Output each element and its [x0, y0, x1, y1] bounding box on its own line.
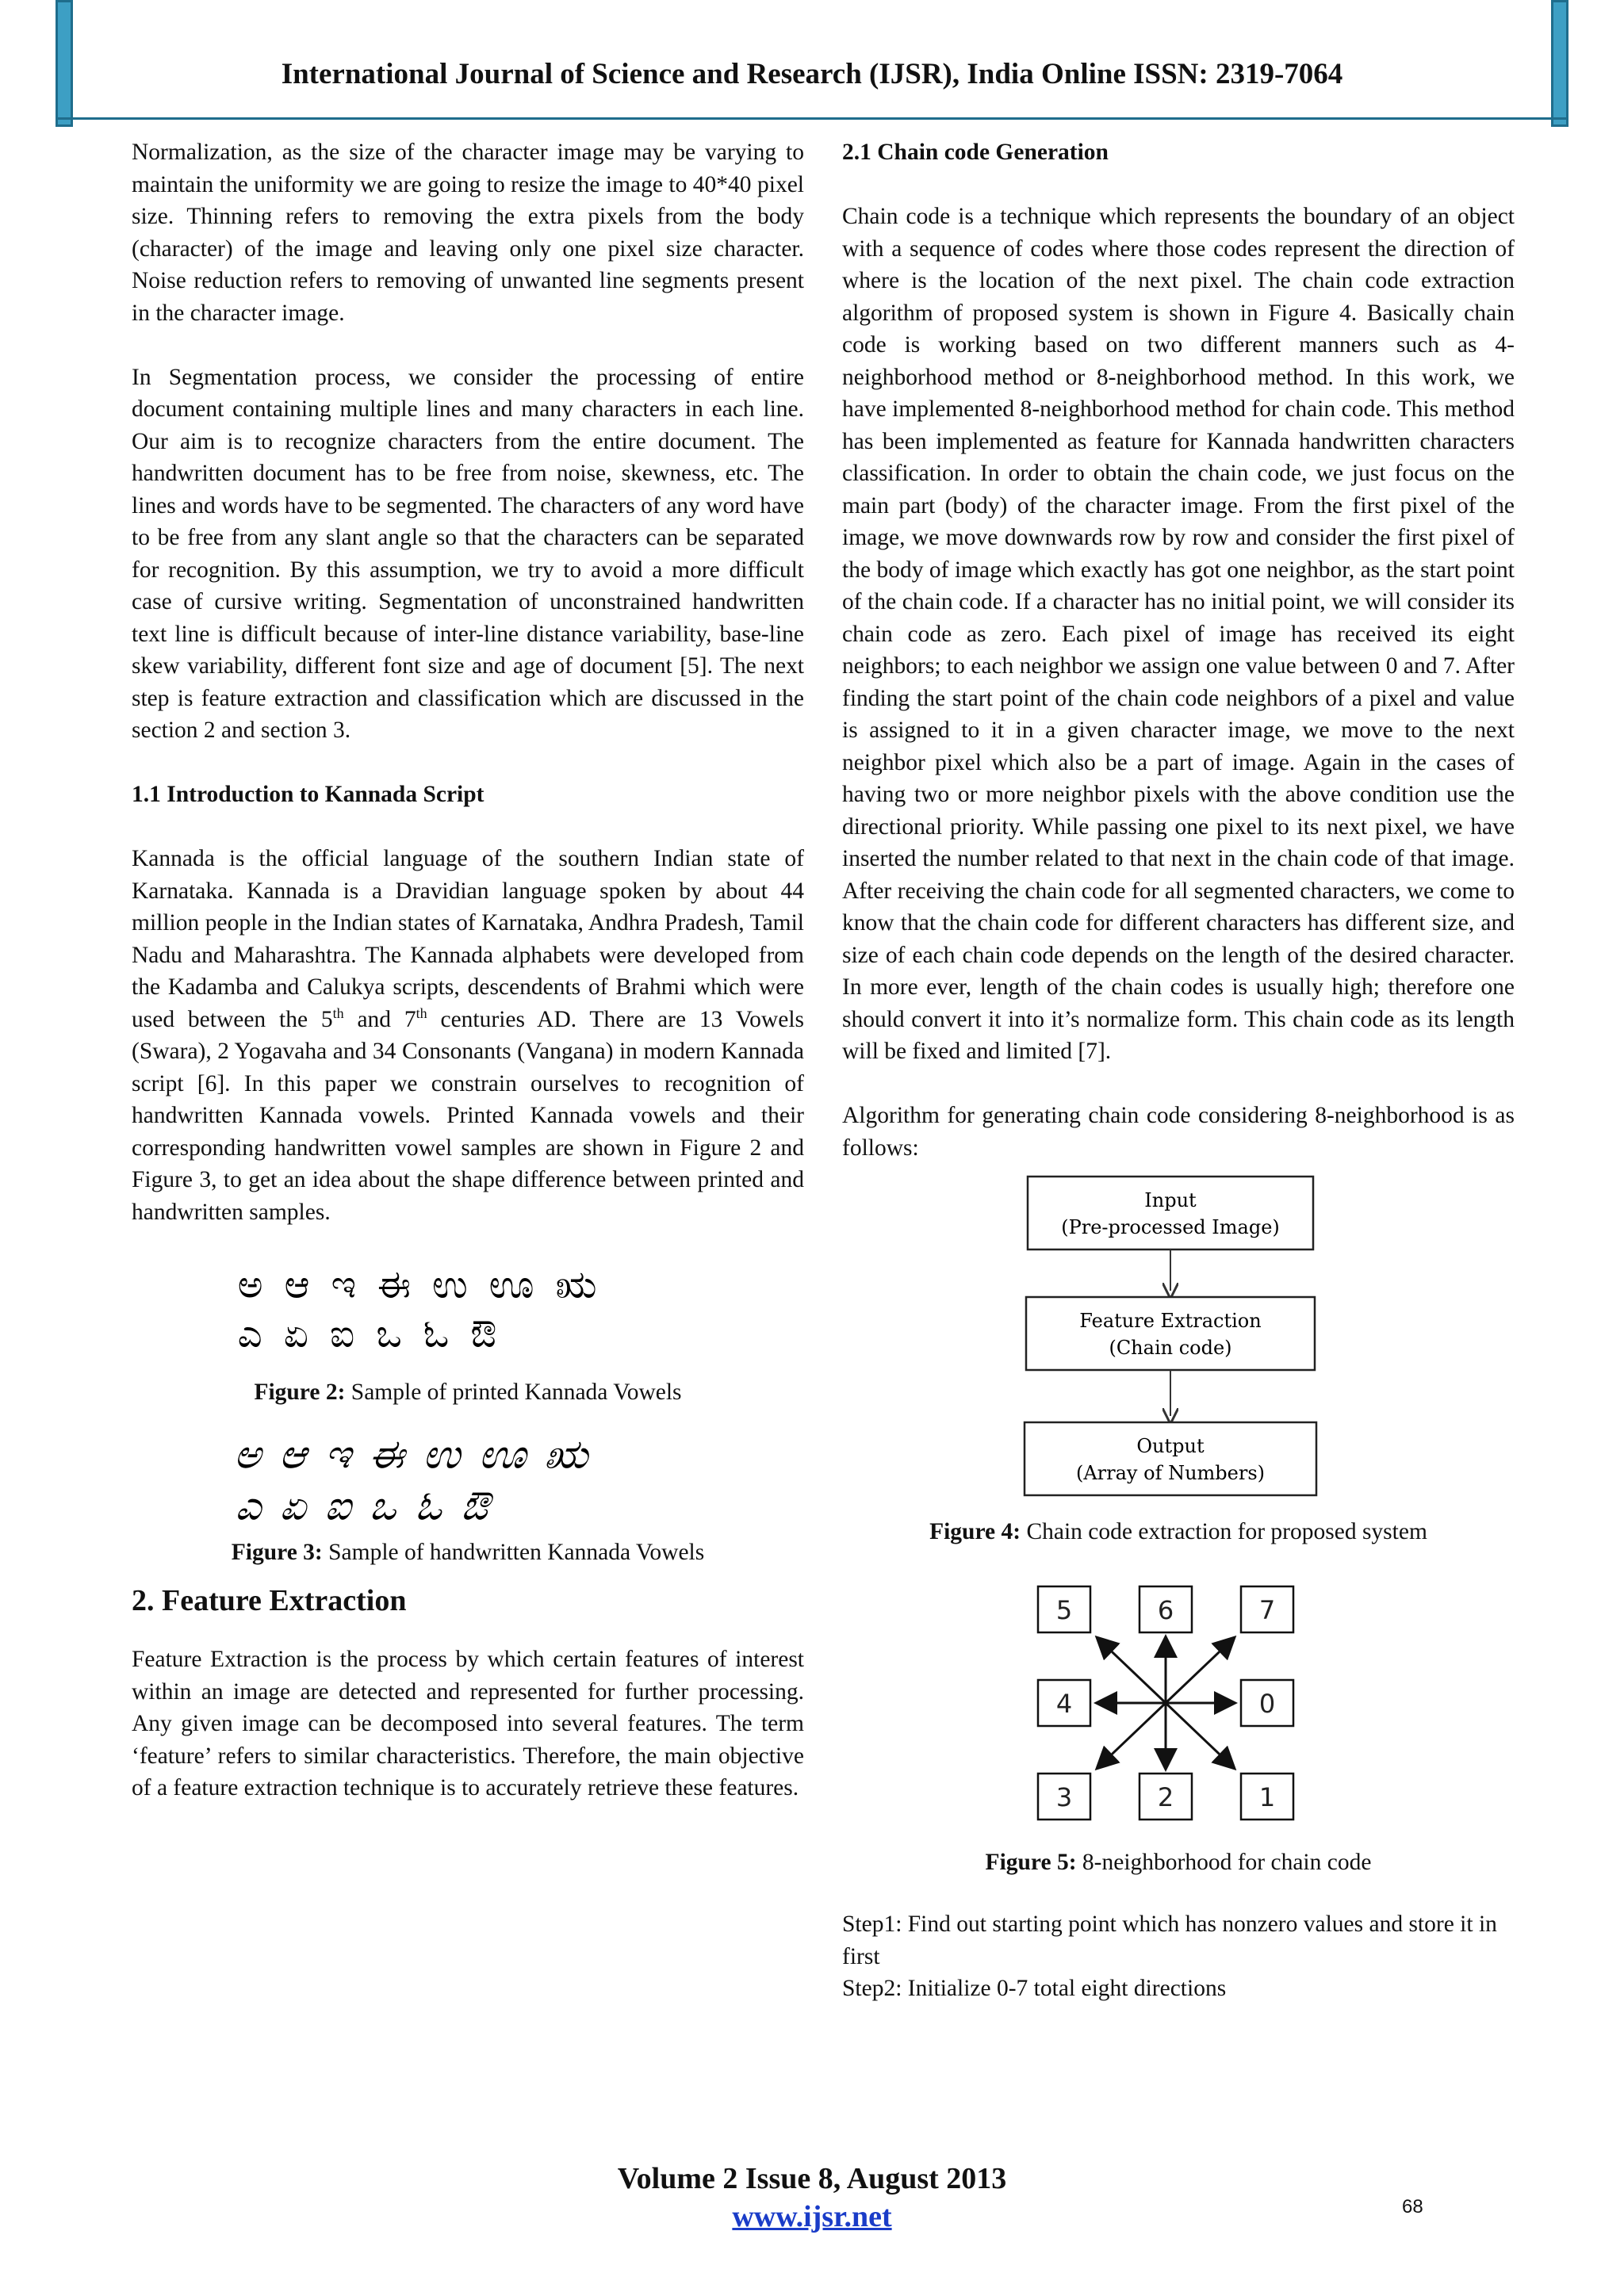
figure-2: [132, 1256, 804, 1409]
neighbor-0: 0: [1258, 1688, 1276, 1719]
section-heading-2-1: 2.1 Chain code Generation: [842, 140, 1109, 165]
neighbor-1: 1: [1258, 1781, 1276, 1812]
svg-text:(Array of Numbers): (Array of Numbers): [1075, 1462, 1266, 1484]
eight-neighborhood-diagram: [1032, 1580, 1325, 1826]
paragraph-feature-extraction: Feature Extraction is the process by which certain features of interest within an image are detected and represented for further processing. Any given image can be decomposed into several features. The term ‘feature’ refers to similar characteristics. Therefore, the main objective of a feature extraction technique is to accurately retrieve these features.: [132, 1647, 804, 1800]
paragraph-normalization: Normalization, as the size of the character image may be varying to maintain the uniformity we are going to resize the image to 40*40 pixel size. Thinning refers to removing the extra pixels from the body (character) of the image and leaving only one pixel size character. Noise reduction refers to removing of unwanted line segments present in the character image.: [132, 140, 804, 326]
paragraph-chain-code: Chain code is a technique which represents the boundary of an object with a sequence of codes where those codes represent the direction of where is the location of the next pixel. The chain code extraction algorithm of proposed system is shown in Figure 4. Basically chain code is working based on two different manners such as 4- neighborhood method or 8-neighborhood method. In this work, we have implemented 8-neighborhood method for chain code. This method has been implemented as feature for Kannada handwritten characters classification. In order to obtain the chain code, we just focus on the main part (body) of the character image. From the first pixel of the image, we move downwards row by row and consider the first pixel of the body of image which exactly has got one neighbor, as the start point of the chain code. If a character has no initial point, we will consider its chain code as zero. Each pixel of image has received its eight neighbors; to each neighbor we assign one value between 0 and 7. After finding the start point of the chain code neighbors of a pixel and value is assigned to it in a given character image, we move to the next neighbor pixel which also be a part of image. Again in the cases of having two or more neighbor pixels with the above condition use the directional priority. While passing one pixel to its next pixel, we have inserted the number related to that next in the chain code of that image. After receiving the chain code for all segmented characters, we come to know that the chain code for different characters has different size, and size of each chain code depends on the length of the desired character. In more ever, length of the chain codes is usually high; therefore one should convert it into it’s normalize form. This chain code as its length will be fixed and limited [7].: [842, 204, 1515, 1064]
neighbor-5: 5: [1055, 1594, 1073, 1625]
figure-3-caption: Figure 3: Sample of handwritten Kannada Vowels: [231, 1540, 705, 1565]
handwritten-vowels-row-2: ಎ ಏ ಐ ಒ ಓ ಔ: [233, 1483, 495, 1530]
journal-title: International Journal of Science and Research (IJSR), India Online ISSN: 2319-7064: [281, 58, 1343, 90]
algorithm-steps: [842, 1908, 1515, 2005]
printed-vowels-row-1: ಅ ಆ ಇ ಈ ಉ ಊ ಋ: [237, 1261, 601, 1307]
section-heading-1-1: 1.1 Introduction to Kannada Script: [132, 782, 485, 807]
paragraph-segmentation: In Segmentation process, we consider the processing of entire document containing multiple lines and many characters in each line. Our aim is to recognize characters from the entire document. The handwritten document has to be free from noise, skewness, etc. The lines and words have to be segmented. The characters of any word have to be free from any slant angle so that the characters can be separated for recognition. By this assumption, we try to avoid a more difficult case of cursive writing. Segmentation of unconstrained handwritten text line is difficult because of inter-line distance variability, base-line skew variability, different font size and age of document [5]. The next step is feature extraction and classification which are discussed in the section 2 and section 3.: [132, 364, 804, 743]
printed-vowels-image: [230, 1256, 706, 1359]
figure-3: [132, 1422, 804, 1569]
header-rule: [56, 117, 1568, 120]
handwritten-vowels-image: [230, 1422, 706, 1533]
svg-text:Feature Extraction: Feature Extraction: [1079, 1310, 1262, 1332]
figure-5-caption: Figure 5: 8-neighborhood for chain code: [985, 1849, 1372, 1875]
figure-4-caption: Figure 4: Chain code extraction for proposed system: [929, 1519, 1427, 1544]
page-footer: [0, 2160, 1624, 2236]
neighbor-7: 7: [1258, 1594, 1276, 1625]
flow-box-feature-extraction: [1026, 1297, 1315, 1370]
svg-text:Input: Input: [1144, 1189, 1197, 1211]
neighbor-4: 4: [1055, 1688, 1073, 1719]
neighbor-6: 6: [1157, 1594, 1174, 1625]
chain-code-flowchart: [1020, 1172, 1337, 1505]
neighbor-3: 3: [1055, 1781, 1073, 1812]
page-number: 68: [1402, 2196, 1423, 2218]
flow-box-output: [1025, 1422, 1316, 1495]
figure-5: [842, 1580, 1515, 1879]
figure-2-caption: Figure 2: Sample of printed Kannada Vowels: [254, 1379, 682, 1405]
journal-url-link[interactable]: www.ijsr.net: [732, 2200, 892, 2233]
paragraph-kannada-intro: Kannada is the official language of the southern Indian state of Karnataka. Kannada is a Dravidian language spoken by about 44 million people in the Indian states of Karnataka, Andhra Pradesh, Tamil Nadu and Maharashtra. The Kannada alphabets were developed from the Kadamba and Calukya scripts, descendents of Brahmi which were used between the 5th and 7th centuries AD. There are 13 Vowels (Swara), 2 Yogavaha and 34 Consonants (Vangana) in modern Kannada script [6]. In this paper we constrain ourselves to recognition of handwritten Kannada vowels. Printed Kannada vowels and their corresponding handwritten vowel samples are shown in Figure 2 and Figure 3, to get an idea about the shape difference between printed and handwritten samples.: [132, 846, 804, 1225]
figure-4: [842, 1172, 1515, 1548]
right-column: [842, 136, 1515, 2005]
flow-box-input: [1028, 1177, 1313, 1249]
svg-text:(Pre-processed Image): (Pre-processed Image): [1061, 1216, 1280, 1238]
volume-issue: Volume 2 Issue 8, August 2013: [617, 2162, 1007, 2195]
svg-text:(Chain code): (Chain code): [1109, 1337, 1232, 1359]
svg-text:Output: Output: [1136, 1435, 1205, 1457]
algorithm-step-1: Step1: Find out starting point which has nonzero values and store it in first: [842, 1911, 1497, 1969]
neighbor-2: 2: [1157, 1781, 1174, 1812]
section-heading-2: 2. Feature Extraction: [132, 1583, 407, 1617]
printed-vowels-row-2: ಎ ಏ ಐ ಒ ಓ ಔ: [237, 1311, 502, 1356]
left-column: [132, 136, 804, 1836]
handwritten-vowels-row-1: ಅ ಆ ಇ ಈ ಉ ಊ ಋ: [232, 1431, 594, 1479]
paragraph-algorithm-intro: Algorithm for generating chain code considering 8-neighborhood is as follows:: [842, 1103, 1515, 1161]
algorithm-step-2: Step2: Initialize 0-7 total eight directions: [842, 1976, 1227, 2001]
